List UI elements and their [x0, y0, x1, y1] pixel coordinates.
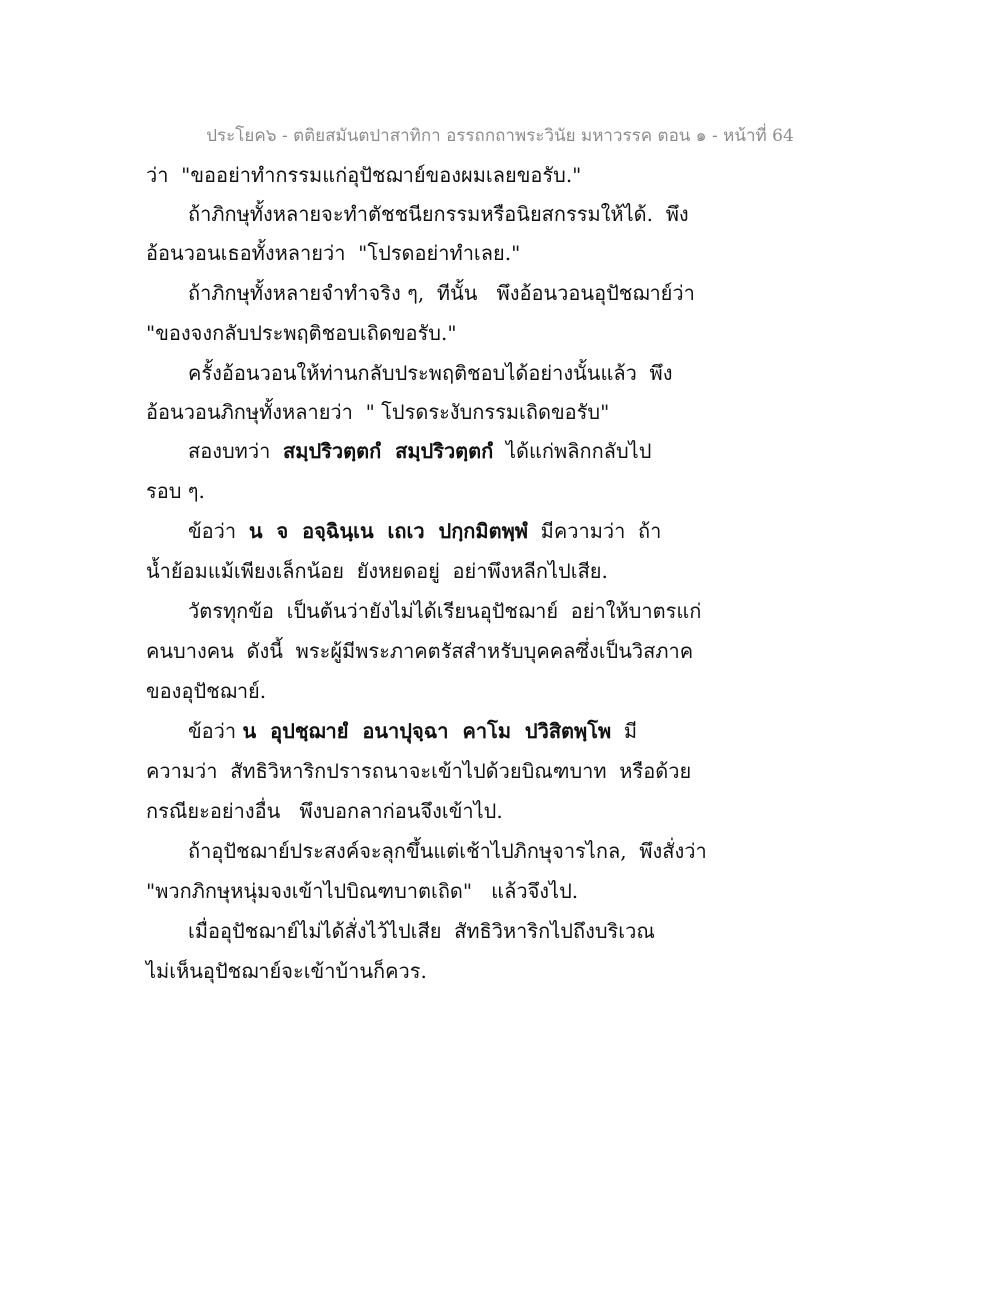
text-line: ไม่เห็นอุปัชฌาย์จะเข้าบ้านก็ควร. — [146, 959, 427, 983]
text-line: ความว่า สัทธิวิหาริกปรารถนาจะเข้าไปด้วยบิณฑบาท หรือด้วย — [146, 759, 692, 783]
text-line: ถ้าภิกษุทั้งหลายจำทำจริง ๆ, ทีนั้น พึงอ้อนวอนอุปัชฌาย์ว่า — [188, 281, 695, 305]
text-line: "ของจงกลับประพฤติชอบเถิดขอรับ." — [146, 321, 457, 345]
text-line — [188, 718, 637, 744]
text-segment: มี — [611, 719, 638, 743]
text-line: "พวกภิกษุหนุ่มจงเข้าไปบิณฑบาตเถิด" แล้วจึงไป. — [146, 879, 579, 903]
pali-term: น จ อจฺฉินฺเน เถเว ปกฺกมิตพฺพํ — [248, 519, 528, 543]
text-line: ถ้าภิกษุทั้งหลายจะทำตัชชนียกรรมหรือนิยสกรรมให้ได้. พึง — [188, 202, 689, 226]
text-line: ถ้าอุปัชฌาย์ประสงค์จะลุกขึ้นแต่เช้าไปภิกษุจารไกล, พึงสั่งว่า — [188, 839, 707, 863]
text-segment: ข้อว่า — [188, 719, 243, 743]
text-segment: ได้แก่พลิกกลับไป — [493, 439, 652, 463]
text-line: ของอุปัชฌาย์. — [146, 679, 267, 703]
text-line: เมื่ออุปัชฌาย์ไม่ได้สั่งไว้ไปเสีย สัทธิวิหาริกไปถึงบริเวณ — [188, 919, 655, 943]
text-line: อ้อนวอนเธอทั้งหลายว่า "โปรดอย่าทำเลย." — [146, 241, 521, 265]
text-line — [188, 518, 661, 544]
text-line: ครั้งอ้อนวอนให้ท่านกลับประพฤติชอบได้อย่างนั้นแล้ว พึง — [188, 361, 673, 385]
text-line: น้ำย้อมแม้เพียงเล็กน้อย ยังหยดอยู่ อย่าพึงหลีกไปเสีย. — [146, 559, 608, 583]
page-header: ประโยค๖ - ตติยสมันตปาสาทิกา อรรถกถาพระวินัย มหาวรรค ตอน ๑ - หน้าที่ 64 — [206, 126, 794, 146]
text-line: วัตรทุกข้อ เป็นต้นว่ายังไม่ได้เรียนอุปัชฌาย์ อย่าให้บาตรแก่ — [188, 599, 702, 623]
text-line: อ้อนวอนภิกษุทั้งหลายว่า " โปรดระงับกรรมเถิดขอรับ" — [146, 400, 610, 424]
pali-term: น อุปชฺฌายํ อนาปุจฺฉา คาโม ปวิสิตพฺโพ — [242, 719, 612, 743]
text-line: ว่า "ขออย่าทำกรรมแก่อุปัชฌาย์ของผมเลยขอรับ." — [146, 163, 582, 187]
text-line — [188, 438, 651, 464]
text-segment: ข้อว่า — [188, 519, 249, 543]
text-line: คนบางคน ดังนี้ พระผู้มีพระภาคตรัสสำหรับบุคคลซึ่งเป็นวิสภาค — [146, 639, 694, 663]
pali-term: สมฺปริวตฺตกํ สมฺปริวตฺตกํ — [283, 439, 494, 463]
text-line: รอบ ๆ. — [146, 479, 205, 503]
text-line: กรณียะอย่างอื่น พึงบอกลาก่อนจึงเข้าไป. — [146, 799, 503, 823]
text-segment: สองบทว่า — [188, 439, 284, 463]
text-segment: มีความว่า ถ้า — [527, 519, 662, 543]
